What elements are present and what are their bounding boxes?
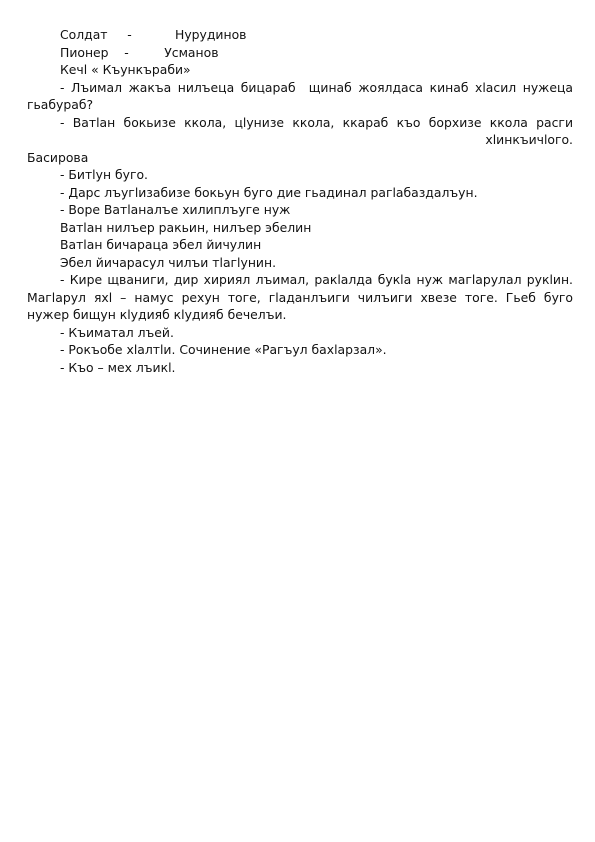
event-title: Кечl « Къункъраби»	[60, 62, 191, 77]
document-page	[27, 26, 573, 376]
answer-line-2: хlинкъичlого.	[485, 132, 573, 147]
speaker-name: Басирова	[27, 149, 89, 165]
text-line: - Къо – мех лъикl.	[60, 359, 176, 375]
cast-line-pioneer: Пионер - Усманов	[60, 44, 219, 60]
poem-line: Ватlан бичараца эбел йичулин	[60, 237, 262, 252]
text-line: - Къиматал лъей.	[60, 324, 174, 340]
text-line: - Рокъобе хlалтlи. Сочинение «Рагъул бахlарзал».	[60, 342, 387, 357]
text-line: - Воре Ватlаналъе хилиплъуге нуж	[60, 202, 291, 217]
answer-line-1: - Ватlан бокьизе ккола, цlунизе ккола, ккараб къо борхизе ккола расги	[60, 114, 573, 130]
question-paragraph: - Лъимал жакъа нилъеца бицараб щинаб жоялдаса кинаб хlасил нужеца гьабураб?	[27, 79, 573, 112]
text-line: - Дарс лъугlизабизе бокьун буго дие гьадинал рагlабаздалъун.	[60, 184, 478, 200]
poem-line: Ватlан нилъер ракьин, нилъер эбелин	[60, 219, 312, 235]
cast-line-soldier: Солдат - Нурудинов	[60, 27, 247, 42]
closing-paragraph: - Кире щваниги, дир хириял лъимал, ракlалда букlа нуж магlарулал рукlин. Магlарул яхl – намус рехун тоге, гlаданлъиги чилъиги хвезе тоге. Гьеб буго нужер бищун кlудияб кlудияб бечелъи.	[27, 272, 573, 322]
poem-line: Эбел йичарасул чилъи тlагlунин.	[60, 254, 277, 270]
text-line: - Битlун буго.	[60, 167, 148, 182]
